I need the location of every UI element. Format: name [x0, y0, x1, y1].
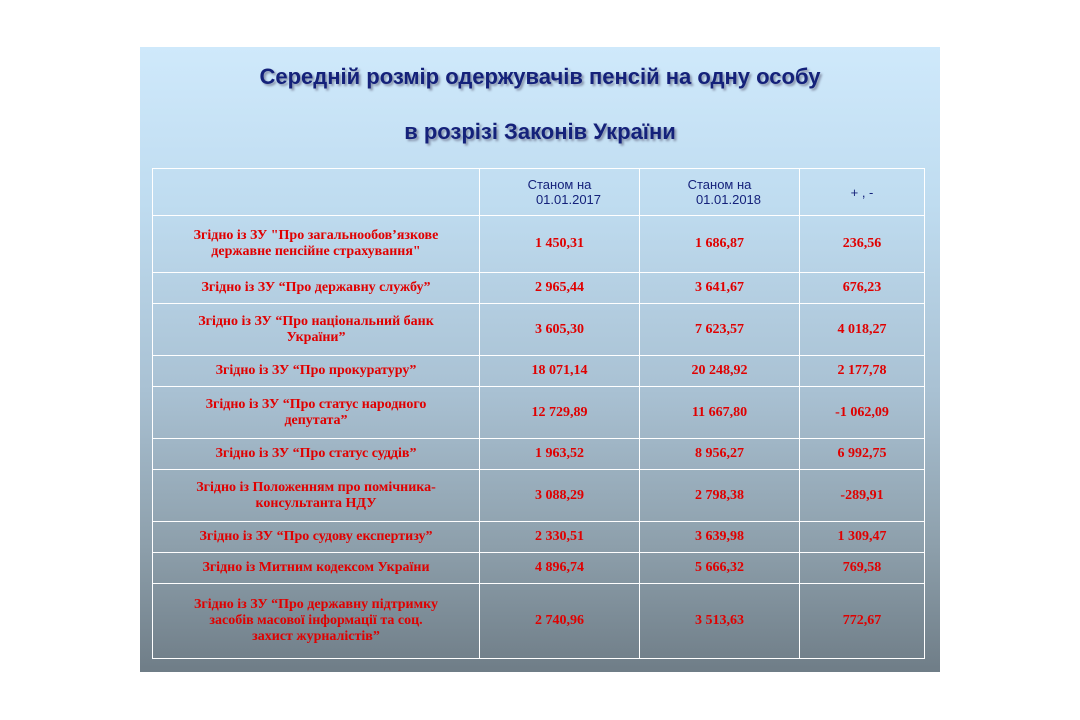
- row-label: [153, 356, 480, 387]
- value-difference: 2 177,78: [800, 356, 925, 387]
- row-label: [153, 522, 480, 553]
- row-label: [153, 470, 480, 522]
- value-difference: 4 018,27: [800, 304, 925, 356]
- header-empty-cell: [153, 169, 480, 216]
- row-label-line: Згідно із Митним кодексом України: [202, 560, 430, 575]
- value-2017: 12 729,89: [480, 387, 640, 439]
- row-label-line: Згідно із ЗУ “Про прокуратуру”: [215, 363, 417, 378]
- header-2018-line-1: Станом на: [687, 177, 752, 192]
- row-label-line: Згідно із ЗУ “Про судову експертизу”: [199, 529, 433, 544]
- row-label-line: Згідно із ЗУ “Про статус суддів”: [215, 446, 417, 461]
- value-2018: 3 639,98: [640, 522, 800, 553]
- table-row: [153, 273, 925, 304]
- table-row: [153, 304, 925, 356]
- slide-title-line-1: Середній розмір одержувачів пенсій на одну особу: [259, 64, 821, 89]
- value-2017: 3 605,30: [480, 304, 640, 356]
- value-difference: -1 062,09: [800, 387, 925, 439]
- row-label-line: Згідно із ЗУ “Про статус народного: [205, 396, 427, 412]
- value-2017: 18 071,14: [480, 356, 640, 387]
- row-label-line: консультанта НДУ: [255, 495, 377, 511]
- row-label: [153, 304, 480, 356]
- row-label-line: Згідно із ЗУ "Про загальнообов’язкове: [193, 228, 439, 243]
- row-label-line: державне пенсійне страхування": [211, 244, 421, 259]
- row-label: [153, 553, 480, 584]
- value-difference: 772,67: [800, 584, 925, 659]
- value-difference: 676,23: [800, 273, 925, 304]
- table-row: [153, 522, 925, 553]
- header-2017: [480, 169, 640, 216]
- table-header-row: [153, 169, 925, 216]
- row-label-line: Згідно із Положенням про помічника-: [196, 479, 436, 495]
- row-label: [153, 439, 480, 470]
- row-label: [153, 216, 480, 273]
- value-2017: 4 896,74: [480, 553, 640, 584]
- table-row: [153, 216, 925, 273]
- value-2018: 20 248,92: [640, 356, 800, 387]
- header-difference: + , -: [800, 169, 925, 216]
- value-2017: 2 740,96: [480, 584, 640, 659]
- value-2018: 7 623,57: [640, 304, 800, 356]
- table-row: [153, 470, 925, 522]
- row-label: [153, 387, 480, 439]
- value-2017: 3 088,29: [480, 470, 640, 522]
- value-2017: 2 965,44: [480, 273, 640, 304]
- value-2017: 1 963,52: [480, 439, 640, 470]
- table-body: [153, 216, 925, 659]
- value-difference: 236,56: [800, 216, 925, 273]
- row-label-line: України”: [286, 329, 346, 345]
- slide-title-line-2: в розрізі Законів України: [404, 119, 676, 144]
- row-label-line: засобів масової інформації та соц.: [209, 613, 423, 628]
- slide: [140, 47, 940, 672]
- row-label-line: Згідно із ЗУ “Про державну службу”: [201, 280, 431, 295]
- pension-table: [152, 168, 925, 659]
- value-2018: 5 666,32: [640, 553, 800, 584]
- value-2018: 2 798,38: [640, 470, 800, 522]
- value-2017: 2 330,51: [480, 522, 640, 553]
- row-label: [153, 584, 480, 659]
- value-difference: -289,91: [800, 470, 925, 522]
- row-label-line: захист журналістів”: [252, 629, 380, 644]
- row-label-line: Згідно із ЗУ “Про національний банк: [198, 313, 434, 329]
- table-row: [153, 584, 925, 659]
- value-2018: 3 641,67: [640, 273, 800, 304]
- row-label-line: Згідно із ЗУ “Про державну підтримку: [194, 597, 438, 612]
- value-difference: 1 309,47: [800, 522, 925, 553]
- table-row: [153, 387, 925, 439]
- table-row: [153, 553, 925, 584]
- value-2018: 3 513,63: [640, 584, 800, 659]
- value-2018: 1 686,87: [640, 216, 800, 273]
- table-row: [153, 356, 925, 387]
- table-row: [153, 439, 925, 470]
- value-2018: 8 956,27: [640, 439, 800, 470]
- header-2017-line-1: Станом на: [527, 177, 592, 192]
- value-difference: 6 992,75: [800, 439, 925, 470]
- value-2018: 11 667,80: [640, 387, 800, 439]
- row-label-line: депутата”: [284, 412, 348, 428]
- header-2018-line-2: 01.01.2018: [695, 192, 762, 207]
- value-difference: 769,58: [800, 553, 925, 584]
- value-2017: 1 450,31: [480, 216, 640, 273]
- header-2018: [640, 169, 800, 216]
- header-2017-line-2: 01.01.2017: [535, 192, 602, 207]
- row-label: [153, 273, 480, 304]
